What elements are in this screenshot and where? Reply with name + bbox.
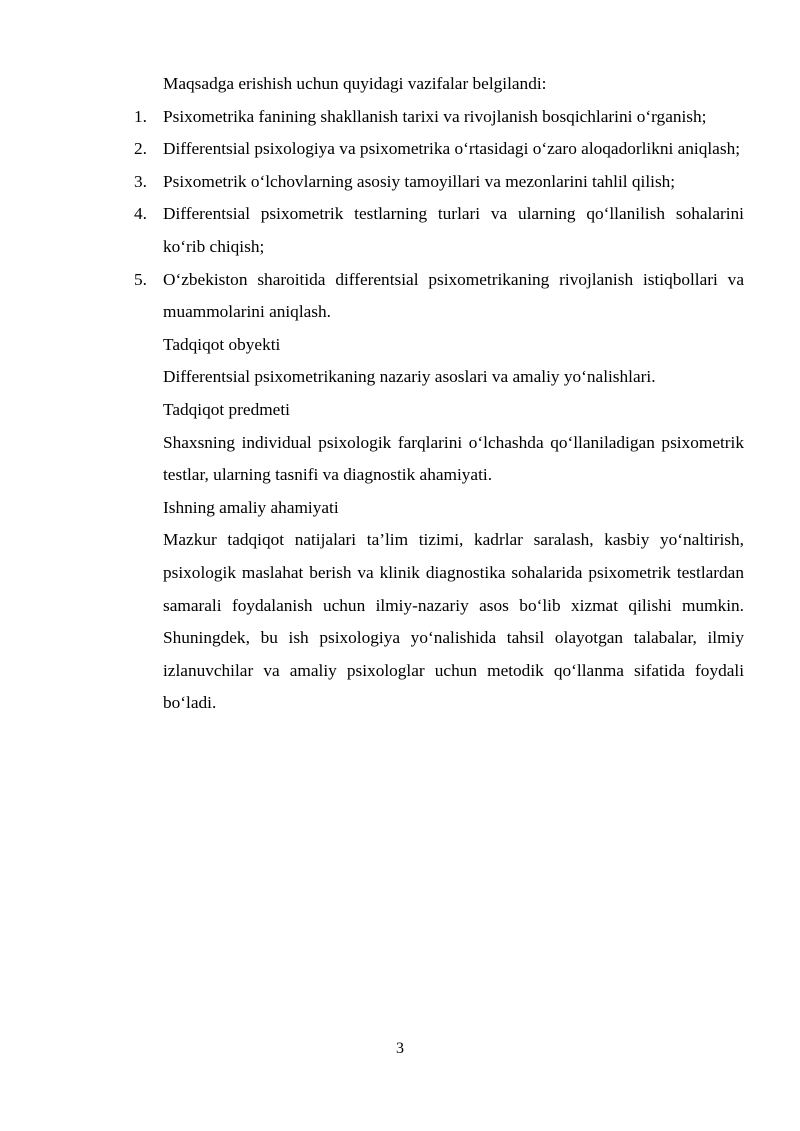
practical-significance-text: Mazkur tadqiqot natijalari ta’lim tizimi, kadrlar saralash, kasbiy yo‘naltirish, psixologik maslahat berish va klinik diagnostika sohalarida psixometrik testlardan samarali foydalanish uchun ilmiy-nazariy asos bo‘lib xizmat qilishi mumkin. Shuningdek, bu ish psixologiya yo‘nalishida tahsil olayotgan talabalar, ilmiy izlanuvchilar va amaliy psixologlar uchun metodik qo‘llanma sifatida foydali bo‘ladi. [163, 530, 744, 713]
page-content [134, 68, 744, 720]
research-object-text: Differentsial psixometrikaning nazariy asoslari va amaliy yo‘nalishlari. [163, 367, 656, 387]
list-item-text: Psixometrika fanining shakllanish tarixi va rivojlanish bosqichlarini o‘rganish; [163, 106, 707, 126]
list-item [134, 101, 744, 134]
list-item-number: 1. [134, 106, 147, 126]
research-subject-heading: Tadqiqot predmeti [163, 399, 290, 419]
list-item-number: 2. [134, 139, 147, 159]
tasks-intro: Maqsadga erishish uchun quyidagi vazifalar belgilandi: [163, 74, 547, 93]
list-item [134, 264, 744, 329]
list-item-text: O‘zbekiston sharoitida differentsial psixometrikaning rivojlanish istiqbollari va muammolarini aniqlash. [163, 269, 744, 322]
list-item-number: 5. [134, 269, 147, 289]
page-number: 3 [396, 1040, 404, 1057]
research-object-heading: Tadqiqot obyekti [163, 334, 281, 354]
list-item-text: Differentsial psixologiya va psixometrika o‘rtasidagi o‘zaro aloqadorlikni aniqlash; [163, 139, 741, 159]
list-item-text: Differentsial psixometrik testlarning turlari va ularning qo‘llanilish sohalarini ko‘rib chiqish; [163, 204, 744, 256]
tasks-list [134, 101, 744, 329]
list-item-number: 4. [134, 204, 147, 224]
list-item [134, 133, 744, 166]
list-item [134, 166, 744, 199]
research-subject-text: Shaxsning individual psixologik farqlarini o‘lchashda qo‘llaniladigan psixometrik testlar, ularning tasnifi va diagnostik ahamiyati. [163, 432, 744, 485]
list-item-text: Psixometrik o‘lchovlarning asosiy tamoyillari va mezonlarini tahlil qilish; [163, 171, 676, 191]
list-item [134, 198, 744, 263]
practical-significance-heading: Ishning amaliy ahamiyati [163, 497, 339, 517]
list-item-number: 3. [134, 171, 147, 191]
